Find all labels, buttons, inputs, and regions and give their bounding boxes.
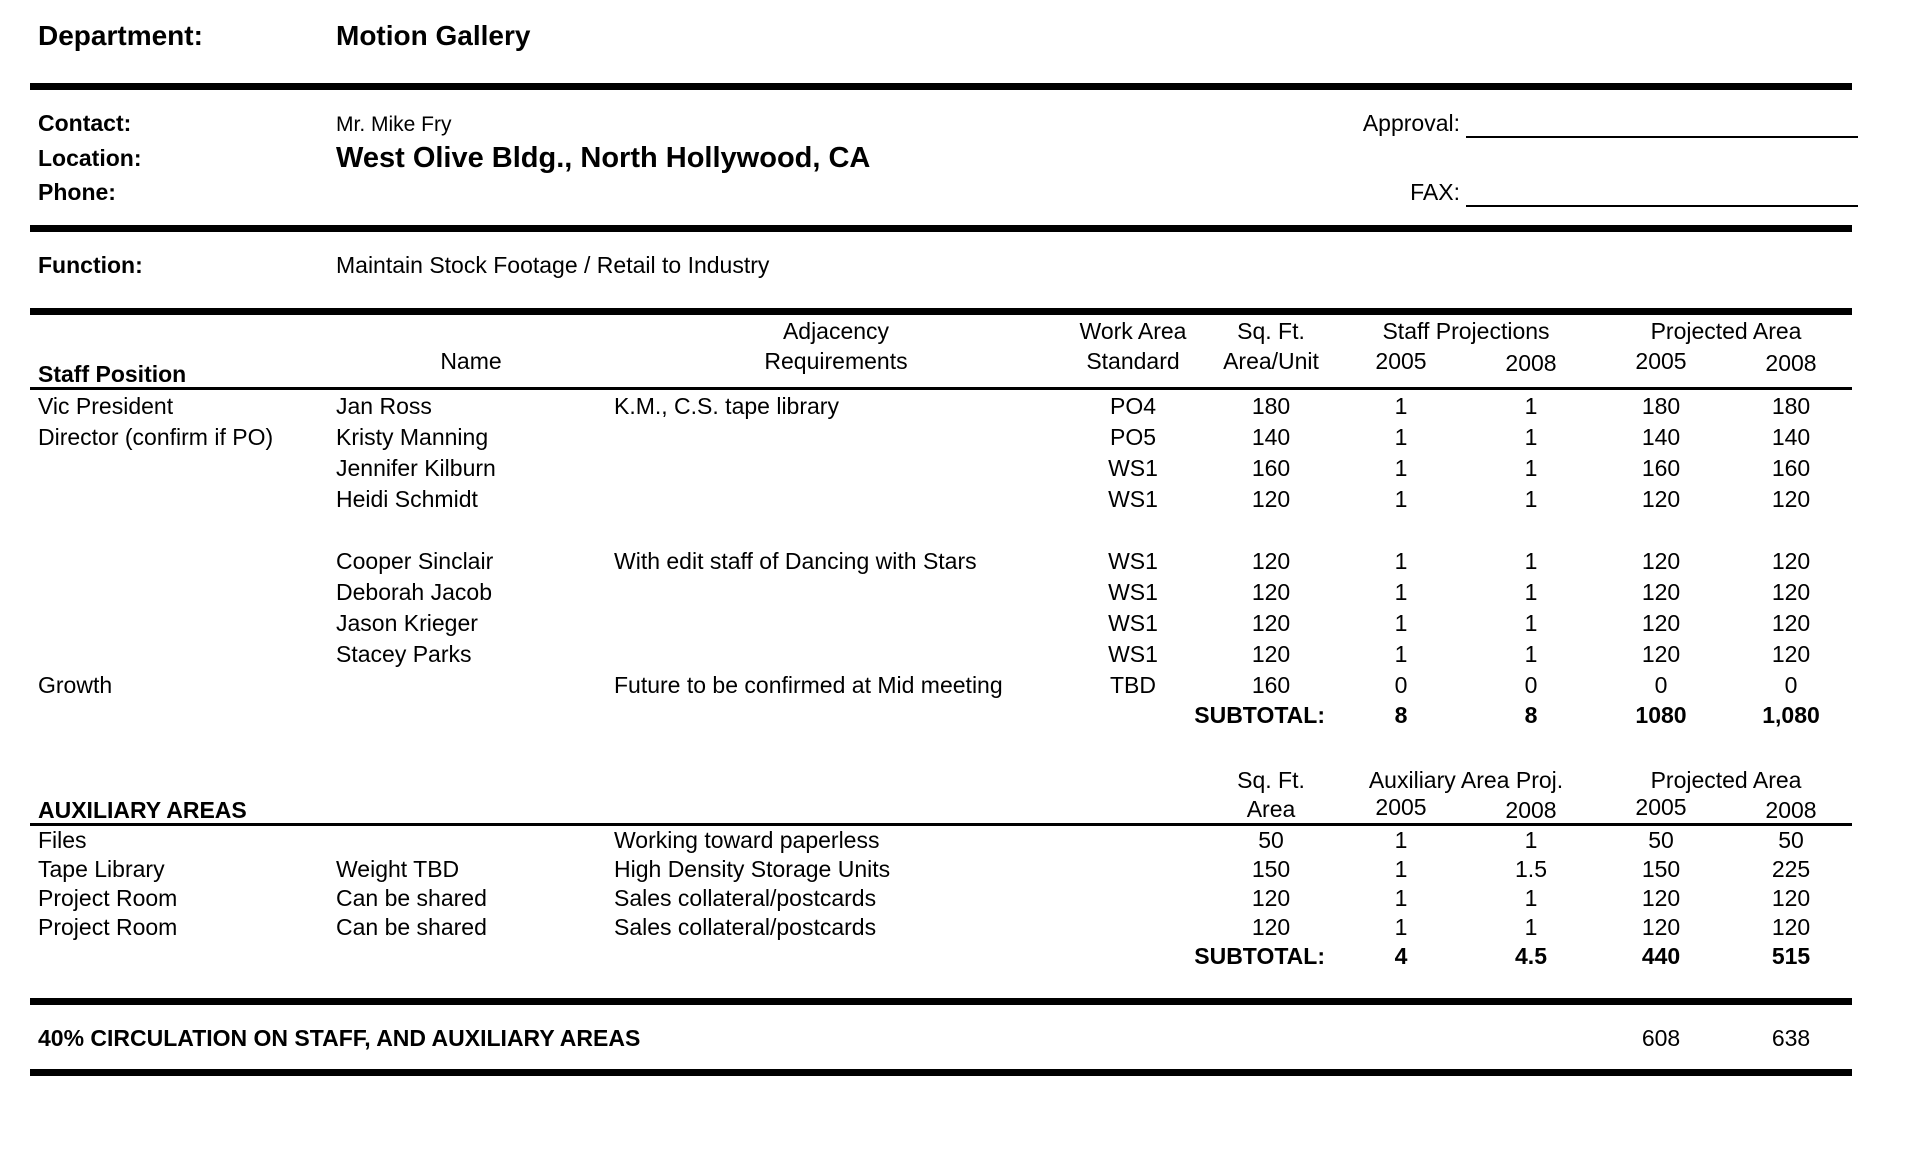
aux-projected-area-header: Projected Area [1650, 767, 1802, 793]
circulation-bottom-rule [30, 1069, 1852, 1076]
aux-area-2008-cell: 120 [1771, 885, 1811, 911]
staff-2008-cell: 0 [1524, 672, 1538, 698]
aux-note-cell: Can be shared [336, 885, 487, 911]
aux-sqft-cell: 120 [1251, 885, 1291, 911]
area-2005-cell: 120 [1641, 641, 1681, 667]
staff-name-cell: Jan Ross [336, 393, 432, 419]
projected-area-header: Projected Area [1650, 318, 1802, 344]
area-subtotal-2005: 1080 [1635, 702, 1687, 728]
staff-standard-cell: WS1 [1108, 548, 1158, 574]
name-header: Name [440, 348, 502, 374]
staff-2008-cell: 1 [1524, 424, 1538, 450]
contact-value: Mr. Mike Fry [336, 113, 452, 136]
staff-2005-cell: 1 [1394, 393, 1408, 419]
work-area-header-line1: Work Area [1079, 318, 1187, 344]
aux-area-2005-cell: 150 [1641, 856, 1681, 882]
staff-subtotal-2005: 8 [1394, 702, 1408, 728]
staff-name-cell: Cooper Sinclair [336, 548, 494, 574]
adjacency-header-line1: Adjacency [782, 318, 890, 344]
aux-2008-header: 2008 [1505, 797, 1557, 823]
aux-subtotal-2008: 4.5 [1515, 943, 1547, 969]
staff-position-cell: Director (confirm if PO) [38, 424, 274, 450]
staff-name-cell: Kristy Manning [336, 424, 489, 450]
staff-2008-cell: 1 [1524, 393, 1538, 419]
function-value: Maintain Stock Footage / Retail to Industry [336, 252, 770, 278]
circulation-2008: 638 [1771, 1025, 1811, 1051]
staff-name-cell: Stacey Parks [336, 641, 472, 667]
aux-2008-cell: 1 [1524, 827, 1538, 853]
staff-2005-header: 2005 [1375, 348, 1427, 374]
staff-standard-cell: WS1 [1108, 579, 1158, 605]
area-2005-cell: 120 [1641, 486, 1681, 512]
staff-subtotal-2008: 8 [1524, 702, 1538, 728]
staff-2008-cell: 1 [1524, 641, 1538, 667]
aux-area-2005-cell: 120 [1641, 914, 1681, 940]
sqft-header-line2: Area/Unit [1223, 348, 1319, 374]
staff-name-cell: Jason Krieger [336, 610, 478, 636]
area-2005-cell: 120 [1641, 579, 1681, 605]
aux-sqft-header-line2: Area [1246, 796, 1296, 822]
aux-item-cell: Project Room [38, 914, 178, 940]
aux-requirement-cell: Working toward paperless [614, 827, 880, 853]
staff-sqft-cell: 120 [1251, 579, 1291, 605]
staff-2008-cell: 1 [1524, 455, 1538, 481]
staff-2008-cell: 1 [1524, 548, 1538, 574]
aux-2005-cell: 1 [1394, 856, 1408, 882]
aux-2008-cell: 1 [1524, 885, 1538, 911]
area-2008-header: 2008 [1765, 350, 1817, 376]
aux-area-proj-header: Auxiliary Area Proj. [1368, 767, 1564, 793]
aux-2008-cell: 1.5 [1515, 856, 1547, 882]
department-label: Department: [38, 20, 203, 51]
staff-header-rule [30, 387, 1852, 390]
fax-label: FAX: [1410, 179, 1460, 205]
adjacency-header-line2: Requirements [764, 348, 908, 374]
aux-area-2005-cell: 120 [1641, 885, 1681, 911]
staff-name-cell: Deborah Jacob [336, 579, 492, 605]
aux-area-2008-cell: 120 [1771, 914, 1811, 940]
aux-note-cell: Weight TBD [336, 856, 460, 882]
function-label: Function: [38, 252, 143, 278]
staff-2005-cell: 1 [1394, 424, 1408, 450]
area-2005-header: 2005 [1635, 348, 1687, 374]
staff-sqft-cell: 160 [1251, 455, 1291, 481]
staff-standard-cell: WS1 [1108, 455, 1158, 481]
aux-sqft-header-line1: Sq. Ft. [1237, 767, 1305, 793]
function-rule [30, 308, 1852, 315]
staff-2008-header: 2008 [1505, 350, 1557, 376]
aux-requirement-cell: High Density Storage Units [614, 856, 891, 882]
area-2005-cell: 120 [1641, 548, 1681, 574]
area-subtotal-2008: 1,080 [1762, 702, 1820, 728]
circulation-2005: 608 [1641, 1025, 1681, 1051]
aux-item-cell: Project Room [38, 885, 178, 911]
staff-sqft-cell: 140 [1251, 424, 1291, 450]
area-2008-cell: 120 [1771, 548, 1811, 574]
approval-signature-line [1466, 136, 1858, 138]
aux-subtotal-2005: 4 [1394, 943, 1408, 969]
staff-sqft-cell: 120 [1251, 610, 1291, 636]
staff-sqft-cell: 180 [1251, 393, 1291, 419]
staff-standard-cell: WS1 [1108, 610, 1158, 636]
aux-subtotal-label: SUBTOTAL: [1194, 943, 1325, 969]
aux-area-2008-header: 2008 [1765, 797, 1817, 823]
aux-item-cell: Tape Library [38, 856, 165, 882]
aux-sqft-cell: 120 [1251, 914, 1291, 940]
area-2005-cell: 140 [1641, 424, 1681, 450]
aux-2005-cell: 1 [1394, 885, 1408, 911]
aux-area-subtotal-2008: 515 [1771, 943, 1811, 969]
aux-2005-header: 2005 [1375, 794, 1427, 820]
area-2008-cell: 120 [1771, 641, 1811, 667]
aux-2005-cell: 1 [1394, 827, 1408, 853]
contact-label: Contact: [38, 110, 132, 136]
circulation-label: 40% CIRCULATION ON STAFF, AND AUXILIARY AREAS [38, 1025, 641, 1051]
area-2008-cell: 120 [1771, 579, 1811, 605]
area-2005-cell: 160 [1641, 455, 1681, 481]
staff-position-cell: Growth [38, 672, 113, 698]
staff-2005-cell: 0 [1394, 672, 1408, 698]
staff-standard-cell: PO5 [1109, 424, 1157, 450]
staff-2005-cell: 1 [1394, 455, 1408, 481]
staff-projections-header: Staff Projections [1382, 318, 1550, 344]
staff-adjacency-cell: With edit staff of Dancing with Stars [614, 548, 977, 574]
area-2008-cell: 180 [1771, 393, 1811, 419]
staff-subtotal-label: SUBTOTAL: [1194, 702, 1325, 728]
aux-area-2005-cell: 50 [1648, 827, 1674, 853]
area-2005-cell: 0 [1654, 672, 1668, 698]
staff-sqft-cell: 120 [1251, 641, 1291, 667]
staff-name-cell: Jennifer Kilburn [336, 455, 496, 481]
work-area-header-line2: Standard [1086, 348, 1180, 374]
circulation-top-rule [30, 998, 1852, 1005]
aux-area-2008-cell: 225 [1771, 856, 1811, 882]
contact-rule [30, 225, 1852, 232]
area-2008-cell: 160 [1771, 455, 1811, 481]
staff-sqft-cell: 120 [1251, 548, 1291, 574]
staff-2005-cell: 1 [1394, 486, 1408, 512]
area-2008-cell: 120 [1771, 486, 1811, 512]
area-2008-cell: 140 [1771, 424, 1811, 450]
area-2005-cell: 120 [1641, 610, 1681, 636]
aux-area-subtotal-2005: 440 [1641, 943, 1681, 969]
staff-2008-cell: 1 [1524, 579, 1538, 605]
area-2008-cell: 0 [1784, 672, 1798, 698]
staff-2005-cell: 1 [1394, 548, 1408, 574]
department-value: Motion Gallery [336, 20, 531, 51]
staff-sqft-cell: 120 [1251, 486, 1291, 512]
aux-area-2008-cell: 50 [1778, 827, 1804, 853]
staff-standard-cell: PO4 [1109, 393, 1157, 419]
aux-requirement-cell: Sales collateral/postcards [614, 885, 877, 911]
staff-standard-cell: TBD [1110, 672, 1156, 698]
location-value: West Olive Bldg., North Hollywood, CA [336, 142, 871, 174]
auxiliary-areas-header: AUXILIARY AREAS [38, 797, 247, 823]
staff-sqft-cell: 160 [1251, 672, 1291, 698]
approval-label: Approval: [1362, 110, 1460, 136]
aux-2008-cell: 1 [1524, 914, 1538, 940]
staff-2005-cell: 1 [1394, 579, 1408, 605]
header-rule [30, 83, 1852, 90]
staff-standard-cell: WS1 [1108, 641, 1158, 667]
area-2005-cell: 180 [1641, 393, 1681, 419]
staff-2005-cell: 1 [1394, 641, 1408, 667]
area-2008-cell: 120 [1771, 610, 1811, 636]
staff-adjacency-cell: K.M., C.S. tape library [614, 393, 839, 419]
staff-position-header: Staff Position [38, 361, 187, 387]
staff-position-cell: Vic President [38, 393, 174, 419]
location-label: Location: [38, 145, 142, 171]
sqft-header-line1: Sq. Ft. [1237, 318, 1305, 344]
aux-area-2005-header: 2005 [1635, 794, 1687, 820]
aux-sqft-cell: 50 [1258, 827, 1284, 853]
fax-line [1466, 205, 1858, 207]
staff-2008-cell: 1 [1524, 610, 1538, 636]
staff-adjacency-cell: Future to be confirmed at Mid meeting [614, 672, 1003, 698]
aux-2005-cell: 1 [1394, 914, 1408, 940]
aux-requirement-cell: Sales collateral/postcards [614, 914, 877, 940]
aux-header-rule [30, 823, 1852, 826]
phone-label: Phone: [38, 179, 116, 205]
aux-sqft-cell: 150 [1251, 856, 1291, 882]
aux-item-cell: Files [38, 827, 87, 853]
staff-2008-cell: 1 [1524, 486, 1538, 512]
staff-standard-cell: WS1 [1108, 486, 1158, 512]
aux-note-cell: Can be shared [336, 914, 487, 940]
staff-name-cell: Heidi Schmidt [336, 486, 478, 512]
staff-2005-cell: 1 [1394, 610, 1408, 636]
